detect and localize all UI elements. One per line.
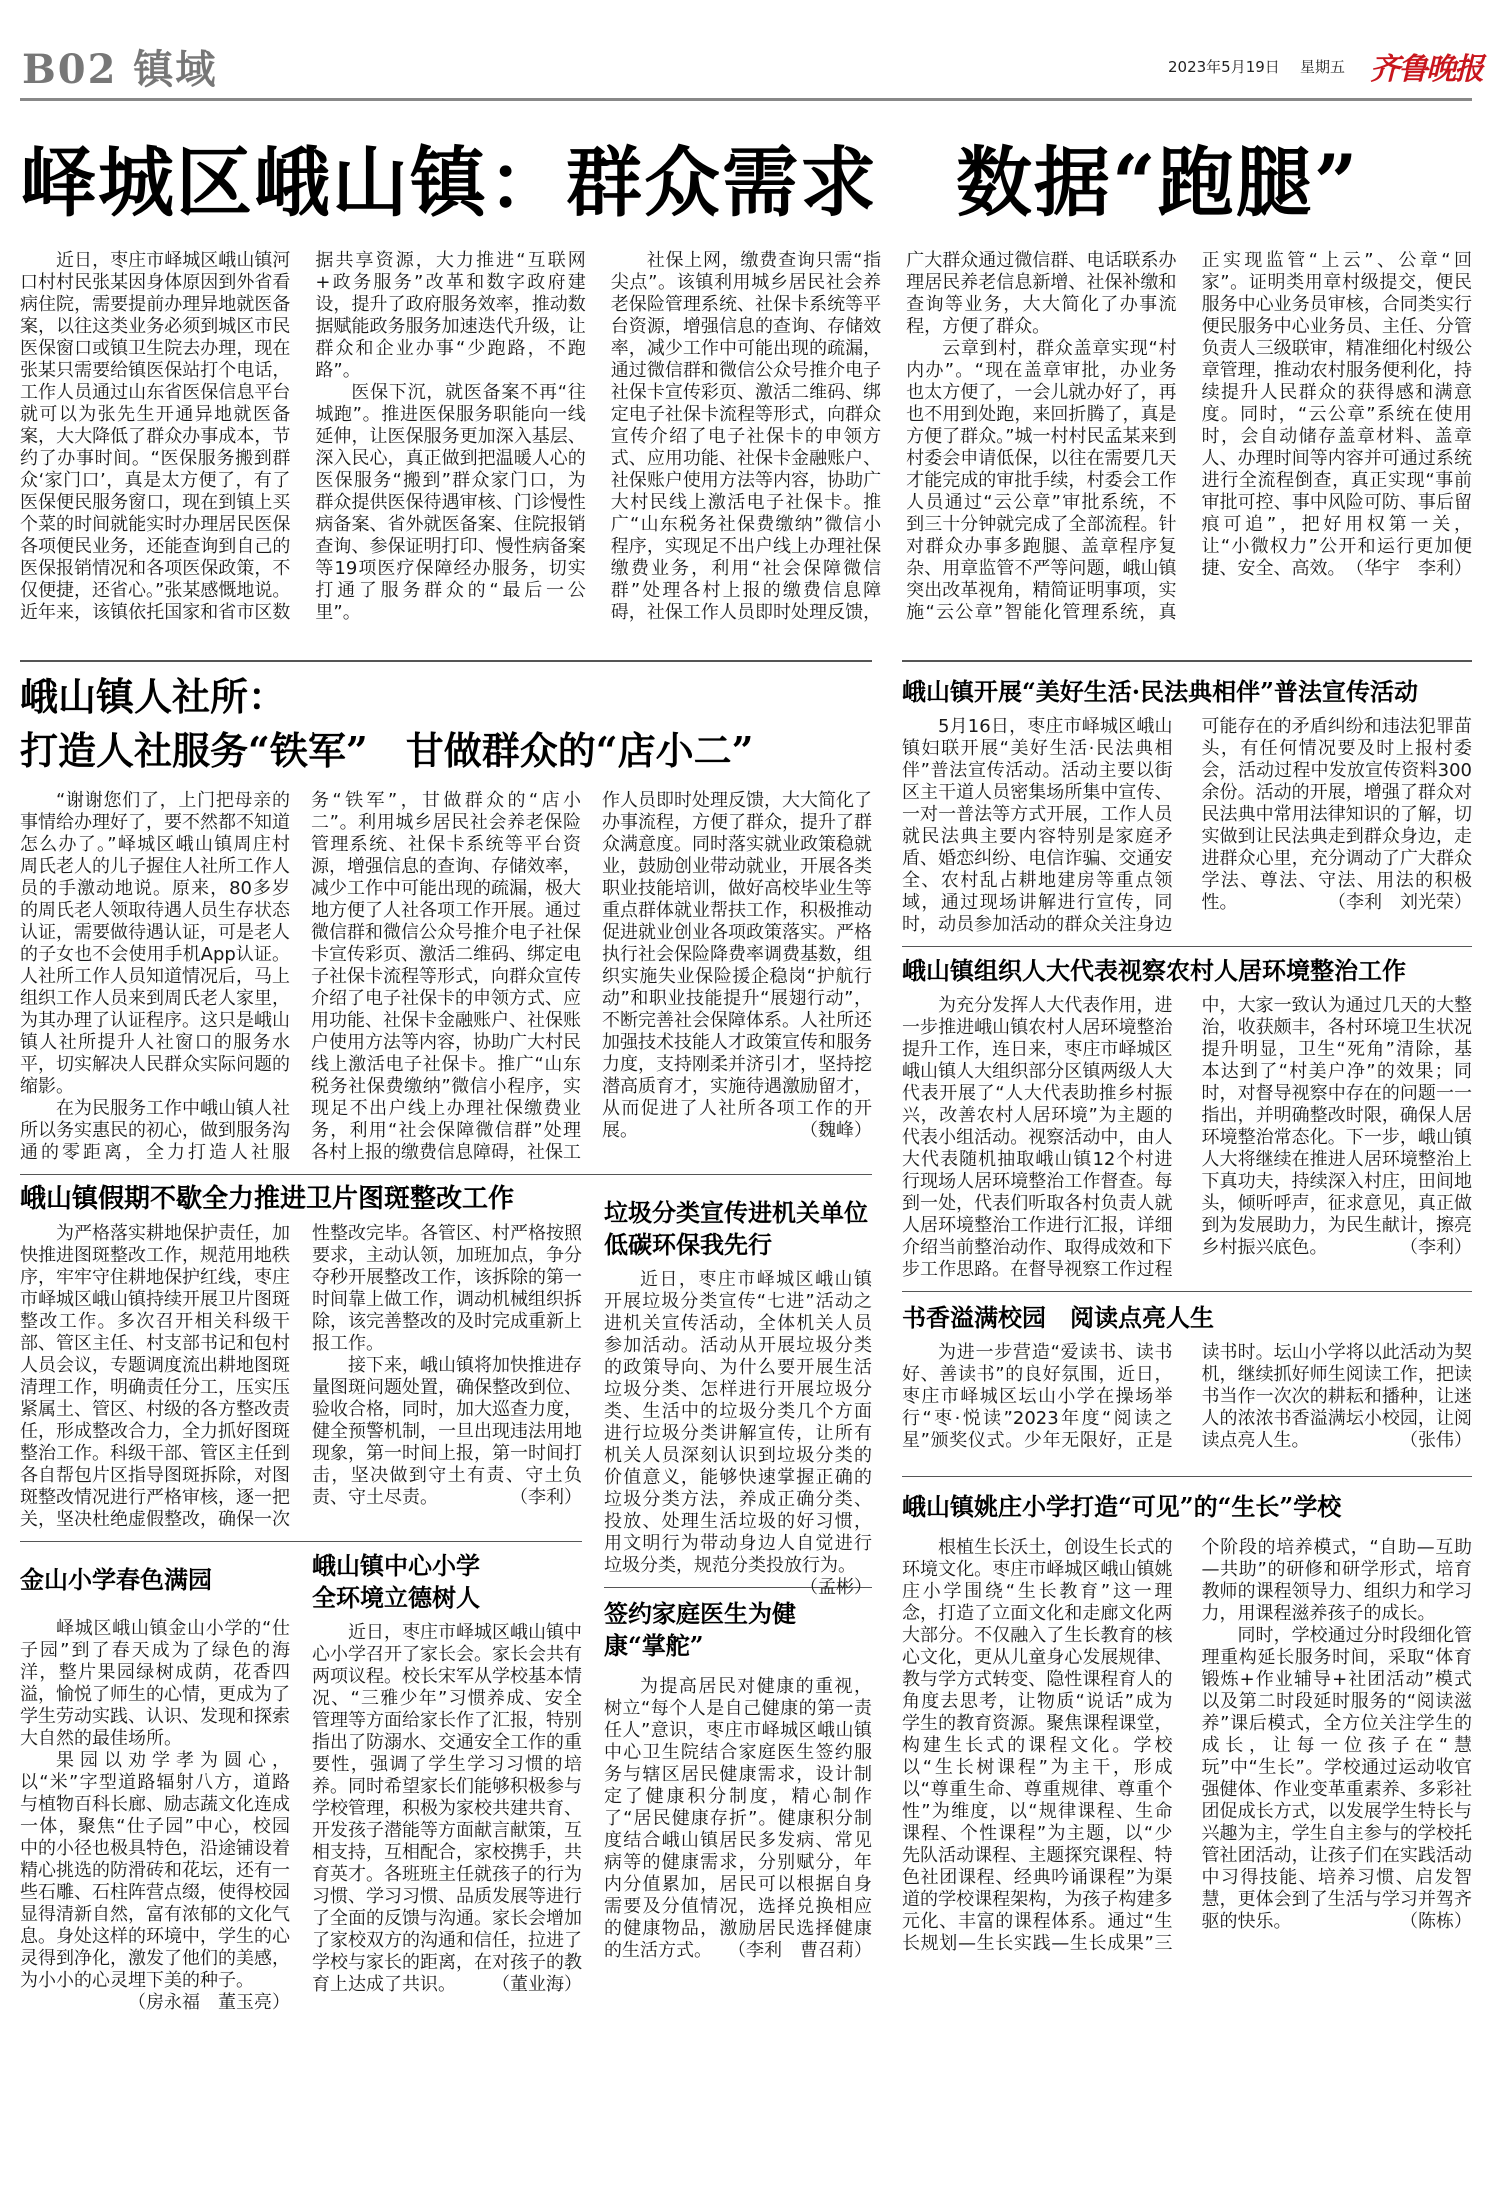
byline: （张伟） — [1400, 1430, 1472, 1451]
article-headline: 峨山镇假期不歇全力推进卫片图斑整改工作 — [20, 1184, 515, 1214]
article-body — [902, 1537, 1472, 1955]
article-headline: 峨山镇组织人大代表视察农村人居环境整治工作 — [902, 956, 1406, 985]
paragraph: 为提高居民对健康的重视，树立“每个人是自己健康的第一责任人”意识，枣庄市峄城区峨山镇中心卫生院结合家庭医生签约服务与辖区居民健康需求，设计制定了健康积分制度，精心制作了“居民健康存折”。健康积分制度结合峨山镇居民多发病、常见病等的健康需求，分别赋分，年内分值累加，居民可以根据自身需要及分值情况，选择兑换相应的健康物品，激励居民选择健康的生活方式。 （李利 曹召莉） — [604, 1676, 872, 1961]
article-headline: 全环境立德树人 — [312, 1583, 480, 1612]
article-headline: 金山小学春色满园 — [20, 1565, 212, 1594]
byline: （李利 曹召莉） — [728, 1940, 872, 1961]
paragraph: 社保上网，缴费查询只需“指尖点”。该镇利用城乡居民社会养老保险管理系统、社保卡系统等平台资源，增强信息的查询、存储效率，减少工作中可能出现的疏漏，通过微信群和微信公众号推介电子社保卡宣传彩页、激活二维码、绑定电子社保卡流程等形式，向群众宣传介绍了电子社保卡的申领方式、应用功能、社保卡金融账户、社保账户使用方法等内容，协助广大村民线上激活电子社保卡。推广“山东税务社保费缴纳”微信小程序，实现足不出户线上办理社保缴费业务，利用“社会保障微信群”处理各村上报的缴费信息障碍，社保工作人员即时处理反馈，广大群众通过微信群、电话联系办理居民养老信息新增、社保补缴和查询等业务，大大简化了办事流程，方便了群众。 — [610, 250, 1177, 623]
left-third-column — [604, 1183, 872, 1968]
paragraph: 根植生长沃土，创设生长式的环境文化。枣庄市峄城区峨山镇姚庄小学围绕“生长教育”这一理念，打造了立面文化和走廊文化两大部分。不仅融入了生长教育的核心文化，更从儿童身心发展规律、教与学方式转变、隐性课程育人的角度去思考，让物质“说话”成为学生的教育资源。聚焦课程课堂，构建生长式的课程文化。学校以“生长树课程”为主干，形成以“尊重生命、尊重规律、尊重个性”为维度，以“规律课程、生命课程、个性课程”为主题，以“少先队活动课程、主题探究课程、特色社团课程、经典吟诵课程”为渠道的学校课程架构，为孩子构建多元化、丰富的课程体系。通过“生长规划—生长实践—生长成果”三个阶段的培养模式，“自助—互助—共助”的研修和研学形式，培育教师的课程领导力、组织力和学习力，用课程滋养孩子的成长。 — [902, 1537, 1472, 1954]
left-two-columns — [20, 1183, 582, 2020]
issue-weekday: 星期五 — [1300, 58, 1346, 76]
article-garbage-sorting — [604, 1197, 872, 1598]
article-headline: 打造人社服务“铁军” 甘做群众的“店小二” — [20, 728, 754, 773]
article-yaozhuang-school — [902, 1491, 1472, 1955]
divider — [902, 660, 1472, 662]
article-body — [20, 790, 872, 1164]
byline: （房永福 董玉亮） — [128, 1992, 290, 2013]
right-region — [902, 660, 1472, 1961]
article-reading — [902, 1302, 1472, 1452]
byline: （董业海） — [492, 1974, 582, 1995]
left-region — [20, 660, 872, 2020]
paragraph: 5月16日，枣庄市峄城区峨山镇妇联开展“美好生活·民法典相伴”普法宣传活动。活动主要以街区主干道人员密集场所集中宣传、一对一普法等方式开展，工作人员就民法典主要内容特别是家庭矛盾、婚恋纠纷、电信诈骗、交通安全、农村乱占耕地建房等重点领域，通过现场讲解进行宣传，同时，动员参加活动的群众关注身边可能存在的矛盾纠纷和违法犯罪苗头，有任何情况要及时上报村委会，活动过程中发放宣传资料300余份。活动的开展，增强了群众对民法典中常用法律知识的了解，切实做到让民法典走到群众身边，走进群众心里，充分调动了广大群众学法、尊法、守法、用法的积极性。 （李利 刘光荣） — [902, 716, 1472, 935]
paragraph: 峄城区峨山镇金山小学的“仕子园”到了春天成为了绿色的海洋，整片果园绿树成荫，花香四溢，愉悦了师生的心情，更成为了学生劳动实践、认识、发现和探索大自然的最佳场所。 — [20, 1618, 290, 1749]
paragraph: 近日，枣庄市峄城区峨山镇中心小学召开了家长会。家长会共有两项议程。校长宋军从学校基本情况、“三雅少年”习惯养成、安全管理等方面给家长作了汇报，特别指出了防溺水、交通安全工作的重要性，强调了学生学习习惯的培养。同时希望家长们能够积极参与学校管理，积极为家校共建共育、开发孩子潜能等方面献言献策，互相支持，互相配合，家校携手，共育英才。各班班主任就孩子的行为习惯、学习习惯、品质发展等进行了全面的反馈与沟通。家长会增加了家校双方的沟通和信任，拉进了学校与家长的距离，在对孩子的教育上达成了共识。 （董业海） — [312, 1622, 582, 1995]
paragraph: 近日，枣庄市峄城区峨山镇开展垃圾分类宣传“七进”活动之进机关宣传活动，全体机关人员参加活动。活动从开展垃圾分类的政策导向、为什么要开展生活垃圾分类、怎样进行开展垃圾分类、生活中的垃圾分类几个方面进行垃圾分类讲解宣传，让所有机关人员深刻认识到垃圾分类的价值意义，能够快速掌握正确的垃圾分类方法，养成正确分类、投放、处理生活垃圾的好习惯，用文明行为带动身边人自觉进行垃圾分类，规范分类投放行为。 （孟彬） — [604, 1269, 872, 1598]
article-body — [902, 1342, 1472, 1452]
article-body — [312, 1622, 582, 1996]
article-headline: 峨山镇姚庄小学打造“可见”的“生长”学校 — [902, 1492, 1342, 1521]
paragraph: 云章到村，群众盖章实现“村内办”。“现在盖章审批，办业务也太方便了，一会儿就办好了，再也不用到处跑，来回折腾了，真是方便了群众。”城一村村民孟某来到村委会申请低保，以往在需要几天才能完成的审批手续，村委会工作人员通过“云公章”审批系统，不到三十分钟就完成了全部流程。针对群众办事多跑腿、盖章程序复杂、用章监管不严等问题，峨山镇突出改革视角，精简证明事项，实施“云公章”智能化管理系统，真正实现监管“上云”、公章“回家”。证明类用章村级提交，便民服务中心业务员审核，合同类实行便民服务中心业务员、主任、分管负责人三级联审，精准细化村级公章管理，推动农村服务便利化，持续提升人民群众的获得感和满意度。同时，“云公章”系统在使用时，会自动储存盖章材料、盖章人、办理时间等内容并可通过系统进行全流程倒查，真正实现“事前审批可控、事中风险可防、事后留痕可追”，把好用权第一关，让“小微权力”公开和运行更加便捷、安全、高效。 （华宇 李利） — [906, 250, 1472, 623]
left-lower-row — [20, 1183, 872, 2020]
article-body — [902, 716, 1472, 936]
divider — [902, 1476, 1472, 1477]
byline: （陈栋） — [1400, 1911, 1472, 1932]
divider — [20, 660, 872, 662]
article-central-school — [312, 1550, 582, 1996]
main-headline: 峄城区峨山镇：群众需求 数据“跑腿” — [20, 138, 1360, 227]
article-land-rectification — [20, 1183, 582, 1531]
article-headline: 垃圾分类宣传进机关单位 — [604, 1198, 868, 1227]
paragraph: 在为民服务工作中峨山镇人社所以务实惠民的初心，做到服务沟通的零距离，全力打造人社服务“铁军”，甘做群众的“店小二”。利用城乡居民社会养老保险管理系统、社保卡系统等平台资源，增强信息的查询、存储效率，减少工作中可能出现的疏漏，极大地方便了人社各项工作开展。通过微信群和微信公众号推介电子社保卡宣传彩页、激活二维码、绑定电子社保卡流程等形式，向群众宣传介绍了电子社保卡的申领方式、应用功能、社保卡金融账户、社保账户使用方法等内容，协助广大村民线上激活电子社保卡。推广“山东税务社保费缴纳”微信小程序，实现足不出户线上办理社保缴费业务，利用“社会保障微信群”处理各村上报的缴费信息障碍，社保工作人员即时处理反馈，大大简化了办事流程，方便了群众，提升了群众满意度。同时落实就业政策稳就业，鼓励创业带动就业，开展各类职业技能培训，做好高校毕业生等重点群体就业帮扶工作，积极推动促进就业创业各项政策落实。严格执行社会保险降费率调费基数，组织实施失业保险援企稳岗“护航行动”和职业技能提升“展翅行动”，不断完善社会保障体系。人社所还加强技术技能人才政策宣传和服务力度，支持刚柔并济引才，坚持挖潜高质育才，实施待遇激励留才，从而促进了人社所各项工作的开展。 （魏峰） — [20, 790, 872, 1163]
article-body — [20, 1618, 290, 2013]
article-body — [902, 995, 1472, 1281]
divider — [902, 1291, 1472, 1292]
article-jinshan-school — [20, 1550, 290, 2014]
paragraph: 医保下沉，就医备案不再“往城跑”。推进医保服务职能向一线延伸，让医保服务更加深入基层、深入民心，真正做到把温暖人心的医保服务“搬到”群众家门口，为群众提供医保待遇审核、门诊慢性病备案、省外就医备案、住院报销查询、参保证明打印、慢性病备案等19项医疗保障经办服务，切实打通了服务群众的“最后一公里”。 — [315, 382, 586, 623]
article-headline: 低碳环保我先行 — [604, 1230, 772, 1259]
section-name: 镇域 — [133, 46, 218, 93]
paragraph: 同时，学校通过分时段细化管理重构延长服务时间，采取“体育锻炼+作业辅导+社团活动”模式以及第二时段延时服务的“阅读滋养”课后模式，全方位关注学生的成长，让每一位孩子在“慧玩”中“生长”。学校通过运动收官强健体、作业变革重素养、多彩社团促成长方式，以发展学生特长与兴趣为主，学生自主参与的学校托管社团活动，让孩子们在实践活动中习得技能、培养习惯、启发智慧，更体会到了生活与学习并驾齐驱的快乐。 （陈栋） — [1201, 1625, 1472, 1932]
byline: （华宇 李利） — [1345, 558, 1472, 579]
article-body — [604, 1269, 872, 1598]
section-label — [22, 38, 217, 95]
divider — [20, 1174, 872, 1175]
article-deputies-inspection — [902, 955, 1472, 1281]
paragraph: 为严格落实耕地保护责任，加快推进图斑整改工作，规范用地秩序，牢牢守住耕地保护红线，枣庄市峄城区峨山镇持续开展卫片图斑整改工作。多次召开相关科级干部、管区主任、村支部书记和包村人员会议，专题调度流出耕地图斑清理工作，明确责任分工，压实压紧属土、管区、村级的各方整改责任，形成整改合力，全力抓好图斑整治工作。科级干部、管区主任到各自帮包片区指导图斑拆除，对图斑整改情况进行严格审核，逐一把关，坚决杜绝虚假整改，确保一次性整改完毕。各管区、村严格按照要求，主动认领，加班加点，争分夺秒开展整改工作，该拆除的第一时间靠上做工作，调动机械组织拆除，该完善整改的及时完成重新上报工作。 — [20, 1223, 582, 1530]
page-number: B02 — [22, 46, 118, 93]
school-row — [20, 1550, 582, 2020]
article-headline: 签约家庭医生为健康“掌舵” — [604, 1599, 796, 1660]
article-headline: 书香溢满校园 阅读点亮人生 — [902, 1303, 1214, 1332]
byline: （魏峰） — [800, 1120, 872, 1141]
article-digital-services — [20, 250, 1472, 624]
paragraph: “谢谢您们了，上门把母亲的事情给办理好了，要不然都不知道怎么办了。”峄城区峨山镇周庄村周氏老人的儿子握住人社所工作人员的手激动地说。原来，80多岁的周氏老人领取待遇人员生存状态认证，需要做待遇认证，可是老人的子女也不会使用手机App认证。人社所工作人员知道情况后，马上组织工作人员来到周氏老人家里，为其办理了认证程序。这只是峨山镇人社所提升人社窗口的服务水平，切实解决人民群众实际问题的缩影。 — [20, 790, 290, 1097]
issue-date: 2023年5月19日 — [1168, 58, 1280, 76]
byline: （李利） — [510, 1487, 582, 1508]
article-headline: 峨山镇人社所： — [20, 674, 287, 719]
byline: （李利 刘光荣） — [1328, 892, 1472, 913]
newspaper-logo: 齐鲁晚报 — [1370, 52, 1482, 87]
byline: （孟彬） — [800, 1577, 872, 1598]
article-headline: 峨山镇开展“美好生活·民法典相伴”普法宣传活动 — [902, 677, 1418, 706]
paragraph: 近日，枣庄市峄城区峨山镇河口村村民张某因身体原因到外省看病住院，需要提前办理异地就医备案，以往这类业务必须到城区市民医保窗口或镇卫生院去办理，现在张某只需要给镇医保站打个电话，工作人员通过山东省医保信息平台就可以为张先生开通异地就医备案，大大降低了群众办事成本，节约了办事时间。“医保服务搬到群众‘家门口’，真是太方便了，有了医保便民服务窗口，现在到镇上买个菜的时间就能实时办理居民医保各项便民业务，还能查询到自己的医保报销情况和各项医保政策，不仅便捷，还省心。”张某感慨地说。近年来，该镇依托国家和省市区数据共享资源，大力推进“互联网+政务服务”改革和数字政府建设，提升了政府服务效率，推动数据赋能政务服务加速迭代升级，让群众和企业办事“少跑路，不跑路”。 — [20, 250, 586, 623]
masthead-rule — [20, 98, 1472, 101]
paragraph: 为充分发挥人大代表作用，进一步推进峨山镇农村人居环境整治提升工作，连日来，枣庄市峄城区峨山镇人大组织部分区镇两级人大代表开展了“人大代表助推乡村振兴，改善农村人居环境”为主题的代表小组活动。视察活动中，由人大代表随机抽取峨山镇12个村进行现场人居环境整治工作督查。每到一处，代表们听取各村负责人就人居环境整治工作进行汇报，详细介绍当前整治动作、取得成效和下步工作思路。在督导视察工作过程中，大家一致认为通过几天的大整治，收获颇丰，各村环境卫生状况提升明显，卫生“死角”清除，基本达到了“村美户净”的效果；同时，对督导视察中存在的问题一一指出，并明确整改时限，确保人居环境整治常态化。下一步，峨山镇人大将继续在推进人居环境整治上下真功夫，持续深入村庄，田间地头，倾听呼声，征求意见，真正做到为发展助力，为民生献计，擦亮乡村振兴底色。 （李利） — [902, 995, 1472, 1280]
divider — [20, 1541, 582, 1542]
article-family-doctor — [604, 1598, 872, 1962]
article-social-security-office — [20, 670, 872, 1164]
divider — [902, 946, 1472, 947]
paragraph: 接下来，峨山镇将加快推进存量图斑问题处置，确保整改到位、验收合格，同时，加大巡查力度，健全预警机制，一旦出现违法用地现象，第一时间上报，第一时间打击，坚决做到守土有责、守土负责、守土尽责。 （李利） — [312, 1355, 582, 1508]
article-body — [20, 1223, 582, 1531]
paragraph: 为进一步营造“爱读书、读书好、善读书”的良好氛围，近日，枣庄市峄城区坛山小学在操场举行“枣·悦读”2023年度“阅读之星”颁奖仪式。少年无限好，正是读书时。坛山小学将以此活动为契机，继续抓好师生阅读工作，把读书当作一次次的耕耘和播种，让迷人的浓浓书香溢满坛小校园，让阅读点亮人生。 （张伟） — [902, 1342, 1472, 1451]
lower-section — [20, 660, 1472, 2020]
article-body — [604, 1676, 872, 1962]
article-civil-code — [902, 676, 1472, 936]
byline: （李利） — [1400, 1237, 1472, 1258]
article-headline: 峨山镇中心小学 — [312, 1551, 480, 1580]
paragraph: 果园以劝学孝为圆心，以“米”字型道路辐射八方，道路与植物百科长廊、励志蔬文化连成一体，聚焦“仕子园”中心，校园中的小径也极具特色，沿途铺设着精心挑选的防滑砖和花坛，还有一些石雕、石柱阵营点缀，使得校园显得清新自然，富有浓郁的文化气息。身处这样的环境中，学生的心灵得到净化，激发了他们的美感，为小小的心灵埋下美的种子。 （房永福 董玉亮） — [20, 1750, 290, 2013]
